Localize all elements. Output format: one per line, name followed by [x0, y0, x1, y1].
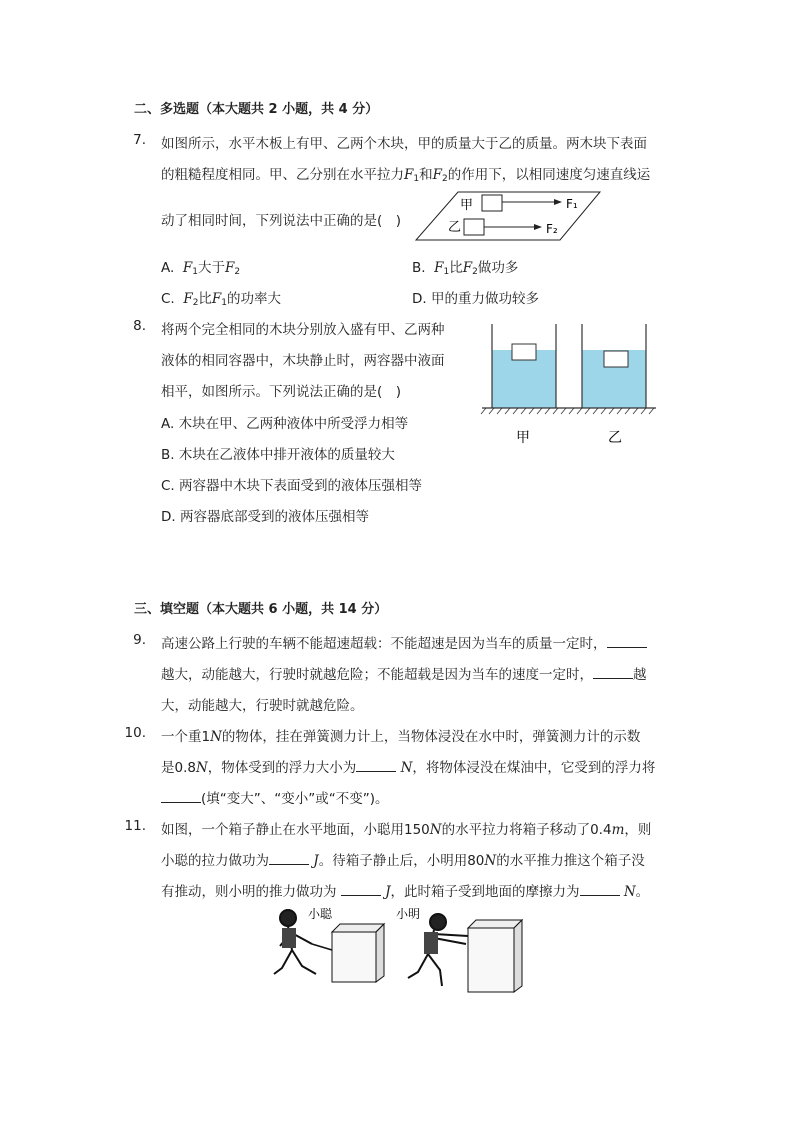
label-xiaocong: 小聪: [308, 907, 333, 921]
block-yi: [464, 219, 484, 235]
option-a[interactable]: A. 木块在甲、乙两种液体中所受浮力相等: [161, 416, 409, 432]
figure-label-yi: 乙: [608, 430, 622, 446]
answer-blank[interactable]: [580, 882, 620, 896]
pull-push-figure: [268, 902, 528, 997]
question-text: 动了相同时间，下列说法中正确的是( ): [161, 213, 402, 229]
section-title: 二、多选题（本大题共 2 小题，共 4 分）: [134, 102, 379, 117]
question-text: 一个重1N的物体，挂在弹簧测力计上，当物体浸没在水中时，弹簧测力计的示数: [161, 729, 641, 745]
answer-blank[interactable]: [607, 634, 647, 648]
section-title: 三、填空题（本大题共 6 小题，共 14 分）: [134, 602, 388, 617]
question-text: 相平，如图所示。下列说法正确的是( ): [161, 384, 402, 400]
question-text: 如图所示，水平木板上有甲、乙两个木块，甲的质量大于乙的质量。两木块下表面: [161, 136, 647, 152]
question-text: 有推动，则小明的推力做功为 J，此时箱子受到地面的摩擦力为 N。: [161, 884, 650, 900]
force-f1-label: F₁: [566, 197, 578, 211]
question-text: 小聪的拉力做功为 J。待箱子静止后，小明用80N的水平推力推这个箱子没: [161, 853, 645, 869]
question-text: 液体的相同容器中，木块静止时，两容器中液面: [161, 353, 445, 369]
option-a[interactable]: A. $F_1$大于$F_2$: [161, 260, 241, 277]
question-number: 7.: [133, 132, 146, 148]
figure-label-yi: 乙: [448, 220, 462, 235]
question-text: 高速公路上行驶的车辆不能超速超载：不能超速是因为当车的质量一定时，: [161, 632, 647, 652]
option-c[interactable]: C. $F_2$比$F_1$的功率大: [161, 291, 282, 308]
person-xiaoming: [408, 914, 468, 986]
block-in-jia: [512, 344, 536, 360]
option-b[interactable]: B. 木块在乙液体中排开液体的质量较大: [161, 447, 395, 463]
answer-blank[interactable]: [356, 758, 396, 772]
question-text: 越大，动能越大，行驶时就越危险；不能超载是因为当车的速度一定时， 越: [161, 667, 647, 683]
question-text: 如图，一个箱子静止在水平地面，小聪用150N的水平拉力将箱子移动了0.4m，则: [161, 822, 652, 838]
box-2: [468, 928, 514, 992]
block-jia: [482, 195, 502, 211]
question-number: 9.: [133, 632, 146, 648]
question-text: (填“变大”、“变小”或“不变”)。: [161, 787, 389, 807]
question-text: 的粗糙程度相同。甲、乙分别在水平拉力$F_1$和$F_2$的作用下，以相同速度匀速直线运: [161, 167, 651, 184]
force-f2-label: F₂: [546, 222, 558, 236]
answer-blank[interactable]: [593, 665, 633, 679]
figure-label-jia: 甲: [460, 198, 474, 213]
answer-blank[interactable]: [161, 789, 201, 803]
ground-hatching: [481, 408, 654, 414]
question-text: 将两个完全相同的木块分别放入盛有甲、乙两种: [161, 322, 445, 338]
option-b[interactable]: B. $F_1$比$F_2$做功多: [412, 260, 519, 277]
label-xiaoming: 小明: [396, 907, 421, 921]
answer-blank[interactable]: [341, 882, 381, 896]
answer-blank[interactable]: [269, 851, 309, 865]
containers-figure: [480, 318, 660, 448]
box-1: [332, 932, 376, 982]
option-d[interactable]: D. 两容器底部受到的液体压强相等: [161, 509, 369, 525]
board-blocks-figure: [410, 186, 604, 244]
question-number: 10.: [124, 725, 146, 741]
question-number: 8.: [133, 318, 146, 334]
option-c[interactable]: C. 两容器中木块下表面受到的液体压强相等: [161, 478, 423, 494]
question-text: 是0.8N，物体受到的浮力大小为 N，将物体浸没在煤油中，它受到的浮力将: [161, 760, 656, 776]
figure-label-jia: 甲: [516, 430, 530, 446]
option-d[interactable]: D. 甲的重力做功较多: [412, 291, 539, 307]
question-number: 11.: [124, 818, 146, 834]
question-text: 大，动能越大，行驶时就越危险。: [161, 698, 364, 714]
block-in-yi: [604, 351, 628, 367]
